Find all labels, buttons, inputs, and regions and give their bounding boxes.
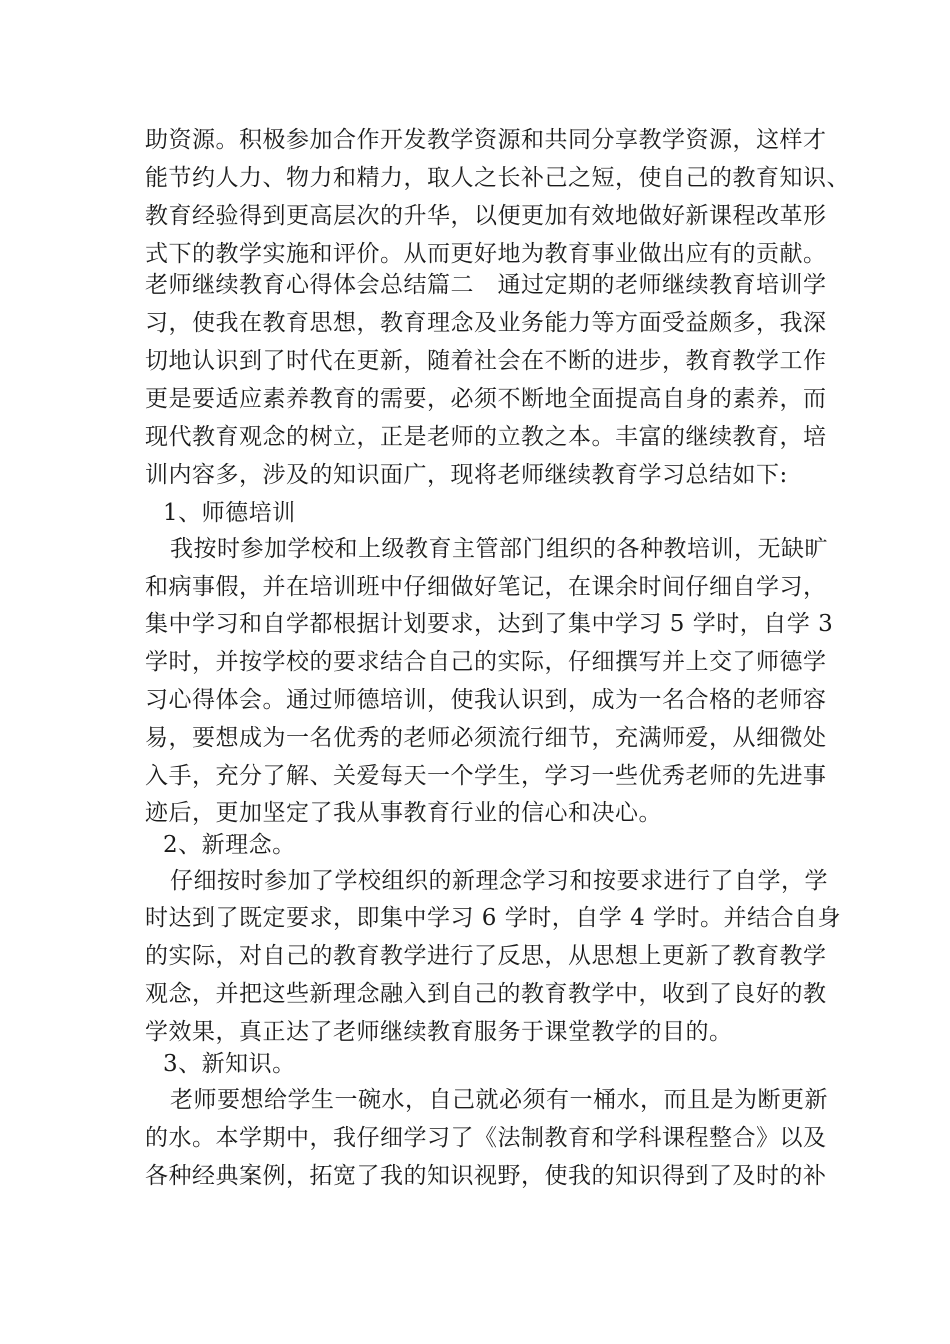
paragraph-line: 学时，并按学校的要求结合自己的实际，仔细撰写并上交了师德学 bbox=[145, 649, 827, 675]
paragraph-line: 易，要想成为一名优秀的老师必须流行细节，充满师爱，从细微处 bbox=[145, 725, 827, 751]
paragraph-line: 入手，充分了解、关爱每天一个学生，学习一些优秀老师的先进事 bbox=[145, 763, 827, 789]
paragraph-line: 式下的教学实施和评价。从而更好地为教育事业做出应有的贡献。 bbox=[145, 241, 827, 267]
paragraph-line: 的水。本学期中，我仔细学习了《法制教育和学科课程整合》以及 bbox=[145, 1125, 827, 1151]
paragraph-line: 时达到了既定要求，即集中学习 6 学时，自学 4 学时。并结合自身 bbox=[145, 905, 842, 931]
paragraph-line: 助资源。积极参加合作开发教学资源和共同分享教学资源，这样才 bbox=[145, 127, 827, 153]
paragraph-line: 习心得体会。通过师德培训，使我认识到，成为一名合格的老师容 bbox=[145, 687, 827, 713]
paragraph-line: 学效果，真正达了老师继续教育服务于课堂教学的目的。 bbox=[145, 1019, 733, 1045]
paragraph-line: 集中学习和自学都根据计划要求，达到了集中学习 5 学时，自学 3 bbox=[145, 611, 834, 637]
section-heading: 1、师德培训 bbox=[163, 500, 296, 526]
paragraph-line: 能节约人力、物力和精力，取人之长补己之短，使自己的教育知识、 bbox=[145, 165, 850, 191]
paragraph-line: 观念，并把这些新理念融入到自己的教育教学中，收到了良好的教 bbox=[145, 981, 827, 1007]
section-heading: 3、新知识。 bbox=[163, 1051, 296, 1077]
paragraph-line: 和病事假，并在培训班中仔细做好笔记，在课余时间仔细自学习， bbox=[145, 574, 827, 600]
paragraph-line: 仔细按时参加了学校组织的新理念学习和按要求进行了自学，学 bbox=[170, 868, 828, 894]
paragraph-line: 习，使我在教育思想，教育理念及业务能力等方面受益颇多，我深 bbox=[145, 310, 827, 336]
paragraph-line: 迹后，更加坚定了我从事教育行业的信心和决心。 bbox=[145, 800, 662, 826]
section-title-line: 老师继续教育心得体会总结篇二 通过定期的老师继续教育培训学 bbox=[145, 272, 827, 298]
paragraph-line: 现代教育观念的树立，正是老师的立教之本。丰富的继续教育，培 bbox=[145, 424, 827, 450]
paragraph-line: 训内容多，涉及的知识面广，现将老师继续教育学习总结如下: bbox=[145, 462, 788, 488]
section-heading: 2、新理念。 bbox=[163, 832, 296, 858]
paragraph-line: 各种经典案例，拓宽了我的知识视野，使我的知识得到了及时的补 bbox=[145, 1163, 827, 1189]
paragraph-line: 我按时参加学校和上级教育主管部门组织的各种教培训，无缺旷 bbox=[170, 536, 828, 562]
paragraph-line: 教育经验得到更高层次的升华，以便更加有效地做好新课程改革形 bbox=[145, 203, 827, 229]
paragraph-line: 切地认识到了时代在更新，随着社会在不断的进步，教育教学工作 bbox=[145, 348, 827, 374]
paragraph-line: 的实际，对自己的教育教学进行了反思，从思想上更新了教育教学 bbox=[145, 943, 827, 969]
paragraph-line: 老师要想给学生一碗水，自己就必须有一桶水，而且是为断更新 bbox=[170, 1087, 828, 1113]
paragraph-line: 更是要适应素养教育的需要，必须不断地全面提高自身的素养，而 bbox=[145, 386, 827, 412]
